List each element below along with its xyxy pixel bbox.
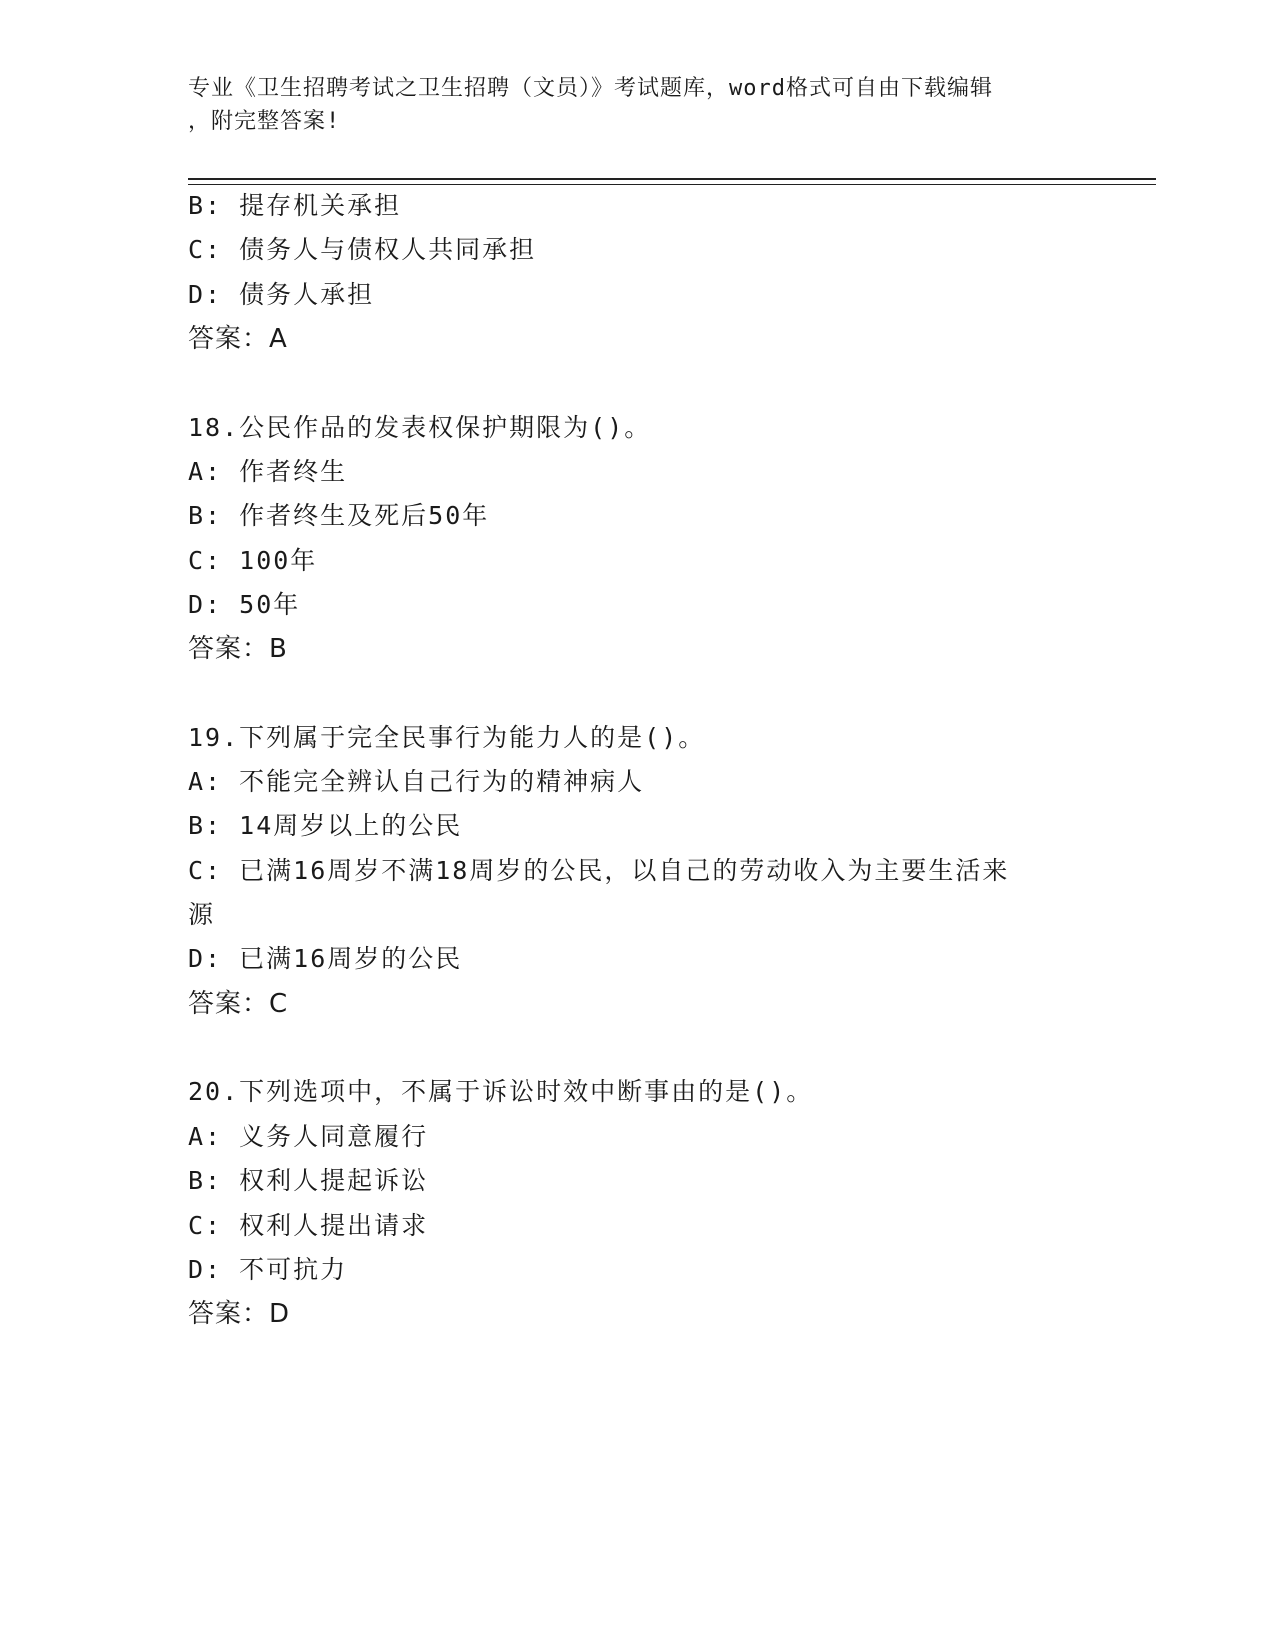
question-18-option-b: B: 作者终生及死后50年 bbox=[188, 501, 490, 530]
question-18-stem: 18.公民作品的发表权保护期限为()。 bbox=[188, 413, 652, 442]
question-20-option-a: A: 义务人同意履行 bbox=[188, 1122, 429, 1151]
question-20-option-d: D: 不可抗力 bbox=[188, 1255, 348, 1284]
header-line-1: 专业《卫生招聘考试之卫生招聘（文员）》考试题库，word格式可自由下载编辑 bbox=[188, 76, 993, 101]
prev-option-d: D: 债务人承担 bbox=[188, 280, 375, 309]
question-19-option-a: A: 不能完全辨认自己行为的精神病人 bbox=[188, 767, 645, 796]
question-18-answer: 答案：B bbox=[188, 634, 288, 664]
question-19-option-d: D: 已满16周岁的公民 bbox=[188, 944, 463, 973]
question-18-option-d: D: 50年 bbox=[188, 590, 301, 619]
question-18-option-a: A: 作者终生 bbox=[188, 457, 348, 486]
prev-option-c: C: 债务人与债权人共同承担 bbox=[188, 235, 537, 264]
question-19-option-c: C: 已满16周岁不满18周岁的公民，以自己的劳动收入为主要生活来 bbox=[188, 856, 1010, 885]
question-19-option-c-cont: 源 bbox=[188, 900, 216, 929]
question-18-option-c: C: 100年 bbox=[188, 546, 318, 575]
header-line-2: ，附完整答案! bbox=[188, 109, 341, 134]
question-19-option-b: B: 14周岁以上的公民 bbox=[188, 811, 463, 840]
question-19-stem: 19.下列属于完全民事行为能力人的是()。 bbox=[188, 723, 706, 752]
document-header bbox=[188, 72, 1068, 138]
prev-option-b: B: 提存机关承担 bbox=[188, 191, 402, 220]
question-20-stem: 20.下列选项中，不属于诉讼时效中断事由的是()。 bbox=[188, 1077, 814, 1106]
prev-answer: 答案：A bbox=[188, 324, 288, 354]
question-19-answer: 答案：C bbox=[188, 989, 289, 1019]
header-divider bbox=[188, 178, 1156, 185]
question-20-option-c: C: 权利人提出请求 bbox=[188, 1211, 429, 1240]
question-20-option-b: B: 权利人提起诉讼 bbox=[188, 1166, 429, 1195]
question-20-answer: 答案：D bbox=[188, 1299, 291, 1329]
